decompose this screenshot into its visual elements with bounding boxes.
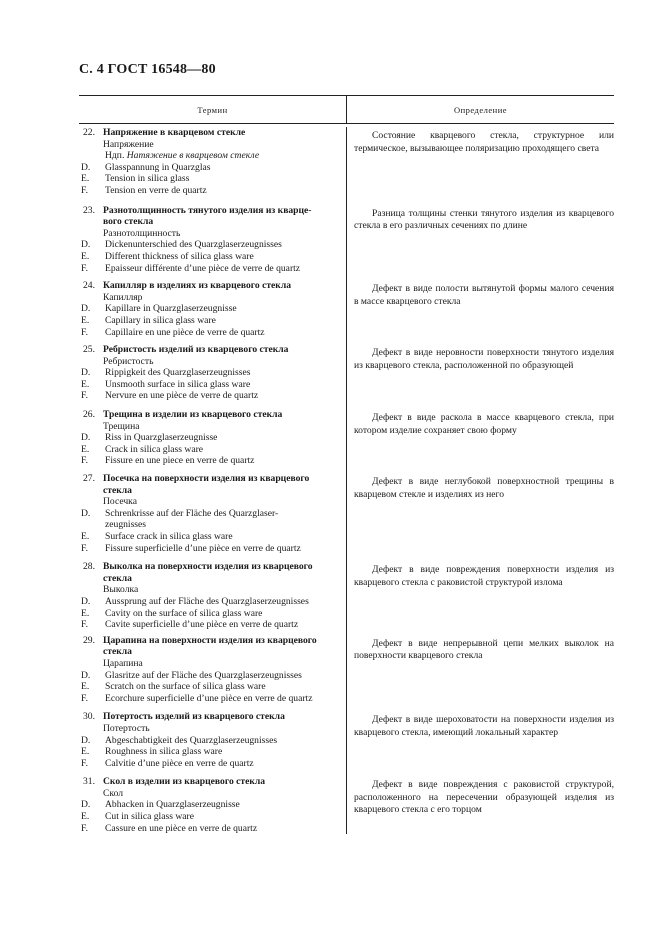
lang-label: D. (81, 303, 91, 315)
definition-cell (346, 409, 614, 467)
term-entry (79, 127, 614, 197)
term-title-line (79, 205, 338, 217)
table-header (79, 95, 614, 124)
definition-text: Дефект в виде неглубокой поверхностной трещины в кварцевом стекле и изделиях из него (354, 476, 614, 500)
lang-label: F. (81, 542, 88, 554)
term-title: Трещина в изделии из кварцевого стекла (103, 409, 283, 421)
lang-label: D. (81, 734, 91, 746)
term-title-line (79, 216, 338, 228)
column-header-definition: Определение (453, 104, 508, 115)
term-entry (79, 561, 614, 631)
ndp-prefix: Ндп. (105, 150, 127, 162)
term-short-form: Выколка (103, 584, 139, 596)
page-header: С. 4 ГОСТ 16548—80 (79, 62, 216, 77)
term-title: Царапина на поверхности изделия из кварцевого (103, 634, 317, 646)
lang-text: Abhacken in Quarzglaserzeugnisse (105, 799, 240, 811)
lang-label: D. (81, 239, 91, 251)
lang-text: Cavity on the surface of silica glass ware (105, 607, 263, 619)
term-title-line (79, 711, 338, 723)
term-short-form: Царапина (103, 657, 143, 669)
term-title-line (79, 573, 338, 585)
term-title: Посечка на поверхности изделия из кварцевого (103, 473, 310, 485)
lang-text: Fissure superficielle d’une pièce en verre de quartz (105, 542, 301, 554)
term-title: стекла (103, 646, 132, 658)
definition-cell (346, 561, 614, 631)
term-entry (79, 205, 614, 275)
term-german (79, 519, 338, 531)
term-number: 27. (83, 473, 95, 485)
lang-label: E. (81, 378, 90, 390)
lang-label: D. (81, 367, 91, 379)
lang-label: F. (81, 390, 88, 402)
table-body (79, 127, 614, 834)
term-short-form: Разнотолщинность (103, 227, 181, 239)
lang-label: F. (81, 262, 88, 274)
term-german (79, 162, 338, 174)
term-title-line (79, 280, 338, 292)
lang-label: D. (81, 507, 91, 519)
term-title: Выколка на поверхности изделия из кварцевого (103, 561, 313, 573)
lang-label: E. (81, 811, 90, 823)
term-french (79, 693, 338, 705)
term-english (79, 811, 338, 823)
column-header-term: Термин (79, 96, 347, 123)
definition-cell (346, 127, 614, 197)
lang-text: Roughness in silica glass ware (105, 746, 223, 758)
term-title-line (79, 646, 338, 658)
term-english (79, 251, 338, 263)
definition-cell (346, 205, 614, 275)
term-cell (79, 205, 346, 275)
lang-label: E. (81, 443, 90, 455)
term-short-form: Капилляр (103, 291, 143, 303)
lang-text: Fissure en une piece en verre de quartz (105, 455, 255, 467)
term-cell (79, 127, 346, 197)
lang-text: Nervure en une pièce de verre de quartz (105, 390, 259, 402)
lang-text: Glasritze auf der Fläche des Quarzglaserzeugnisses (105, 669, 302, 681)
term-number: 25. (83, 344, 95, 356)
term-french (79, 758, 338, 770)
term-number: 22. (83, 127, 95, 138)
term-number: 30. (83, 711, 95, 723)
lang-label: E. (81, 314, 90, 326)
definition-cell (346, 344, 614, 402)
term-title-line (79, 635, 338, 647)
lang-text: Cavite superficielle d’une pièce en verre de quartz (105, 619, 299, 631)
term-german (79, 799, 338, 811)
lang-label: F. (81, 455, 88, 467)
term-cell (79, 280, 346, 338)
lang-text: Tension in silica glass (105, 173, 190, 185)
term-title-line (79, 776, 338, 788)
term-title: Потертость изделий из кварцевого стекла (103, 711, 285, 723)
definition-text: Дефект в виде неровности поверхности тянутого изделия из кварцевого стекла, расположенной по образующей (354, 347, 614, 371)
lang-label: F. (81, 822, 88, 834)
lang-text: Ecorchure superficielle d’une pièce en verre de quartz (105, 692, 313, 704)
term-french (79, 390, 338, 402)
lang-text: Cut in silica glass ware (105, 811, 194, 823)
lang-label: D. (81, 595, 91, 607)
lang-text: Cassure en une pièce en verre de quartz (105, 822, 258, 834)
lang-text: Crack in silica glass ware (105, 443, 204, 455)
lang-label: D. (81, 432, 91, 444)
definition-text: Дефект в виде раскола в массе кварцевого стекла, при котором изделие сохраняет свою форму (354, 412, 614, 436)
lang-text: Aussprung auf der Fläche des Quarzglaserzeugnisses (105, 595, 309, 607)
term-french (79, 185, 338, 197)
lang-text: Unsmooth surface in silica glass ware (105, 378, 251, 390)
term-entry (79, 473, 614, 554)
term-cell (79, 776, 346, 834)
term-english (79, 531, 338, 543)
term-cell (79, 344, 346, 402)
lang-label: F. (81, 692, 88, 704)
term-german (79, 239, 338, 251)
lang-text: Scratch on the surface of silica glass ware (105, 681, 266, 693)
term-german (79, 432, 338, 444)
term-cell (79, 561, 346, 631)
term-short-form: Потертость (103, 722, 150, 734)
lang-text: Tension en verre de quartz (105, 184, 207, 196)
term-title-line (79, 485, 338, 497)
term-entry (79, 711, 614, 769)
lang-label: F. (81, 757, 88, 769)
term-number: 28. (83, 561, 95, 573)
term-english (79, 681, 338, 693)
lang-text: Epaisseur différente d’une pièce de verre de quartz (105, 262, 301, 274)
term-english (79, 315, 338, 327)
lang-label: F. (81, 326, 88, 338)
term-title-line (79, 344, 338, 356)
term-french (79, 455, 338, 467)
lang-text: Riss in Quarzglaserzeugnisse (105, 432, 218, 444)
term-french (79, 543, 338, 555)
term-german (79, 670, 338, 682)
term-french (79, 327, 338, 339)
lang-text: zeugnisses (105, 519, 147, 531)
definition-cell (346, 776, 614, 834)
lang-label: D. (81, 799, 91, 811)
definition-text: Дефект в виде шероховатости на поверхности изделия из кварцевого стекла, имеющий локальный характер (354, 714, 614, 738)
definition-cell (346, 280, 614, 338)
definition-cell (346, 711, 614, 769)
definition-cell (346, 473, 614, 554)
term-number: 31. (83, 776, 95, 788)
term-number: 26. (83, 409, 95, 421)
lang-label: E. (81, 746, 90, 758)
lang-text: Surface crack in silica glass ware (105, 531, 233, 542)
lang-label: E. (81, 531, 90, 542)
lang-text: Schrenkrisse auf der Fläche des Quarzglaser- (105, 507, 279, 519)
definition-text: Дефект в виде непрерывной цепи мелких выколок на поверхности кварцевого стекла (354, 637, 614, 662)
term-english (79, 444, 338, 456)
term-number-spacer (79, 573, 103, 585)
term-french (79, 619, 338, 631)
term-number-spacer (79, 216, 103, 228)
lang-label (79, 519, 105, 531)
lang-text: Different thickness of silica glass ware (105, 250, 254, 262)
lang-label: E. (81, 173, 90, 185)
lang-text: Capillaire en une pièce de verre de quartz (105, 326, 265, 338)
term-cell (79, 473, 346, 554)
term-english (79, 608, 338, 620)
lang-label: F. (81, 619, 88, 631)
lang-text: Capillary in silica glass ware (105, 314, 216, 326)
lang-label: F. (81, 184, 88, 196)
term-number: 23. (83, 204, 95, 216)
term-number-spacer (79, 646, 103, 658)
lang-text: Kapillare in Quarzglaserzeugnisse (105, 303, 237, 315)
term-title: вого стекла (103, 216, 154, 228)
term-title: стекла (103, 572, 132, 584)
term-cell (79, 635, 346, 705)
lang-label: E. (81, 250, 90, 262)
term-short-form: Трещина (103, 420, 140, 432)
term-number-spacer (79, 485, 103, 497)
term-english (79, 379, 338, 391)
definition-text: Дефект в виде повреждения поверхности изделия из кварцевого стекла с раковистой структурой излома (354, 564, 614, 588)
term-number: 24. (83, 280, 95, 292)
term-short-form: Ребристость (103, 355, 154, 367)
lang-text: Dickenunterschied des Quarzglaserzeugnisses (105, 239, 282, 251)
lang-label: D. (81, 161, 91, 173)
term-entry (79, 635, 614, 705)
term-title: Разнотолщинность тянутого изделия из кварце- (103, 204, 312, 216)
definition-text: Состояние кварцевого стекла, структурное или термическое, вызывающее поляризацию проходящего света (354, 130, 614, 154)
term-short-form: Напряжение (103, 138, 154, 150)
term-entry (79, 280, 614, 338)
term-german (79, 596, 338, 608)
term-cell (79, 711, 346, 769)
term-ndp (79, 150, 338, 162)
lang-text: Calvitie d’une pièce en verre de quartz (105, 757, 254, 769)
term-german (79, 303, 338, 315)
lang-label: D. (81, 669, 91, 681)
lang-text: Glasspannung in Quarzglas (105, 161, 211, 173)
term-title-line (79, 561, 338, 573)
term-german (79, 735, 338, 747)
term-german (79, 508, 338, 520)
term-entry (79, 344, 614, 402)
term-english (79, 746, 338, 758)
term-title: стекла (103, 484, 132, 496)
term-title-line (79, 409, 338, 421)
definition-text: Дефект в виде полости вытянутой формы малого сечения в массе кварцевого стекла (354, 283, 614, 307)
term-cell (79, 409, 346, 467)
lang-label: E. (81, 681, 90, 693)
term-german (79, 367, 338, 379)
term-title: Напряжение в кварцевом стекле (103, 127, 246, 138)
term-number: 29. (83, 634, 95, 646)
lang-label: E. (81, 607, 90, 619)
term-english (79, 173, 338, 185)
ndp-text: Натяжение в кварцевом стекле (126, 150, 260, 162)
term-french (79, 263, 338, 275)
term-title: Капилляр в изделиях из кварцевого стекла (103, 280, 292, 292)
term-entry (79, 409, 614, 467)
term-title: Скол в изделии из кварцевого стекла (103, 776, 266, 788)
terms-table (79, 95, 614, 834)
lang-text: Abgeschabtigkeit des Quarzglaserzeugnisses (105, 734, 278, 746)
term-short-form: Посечка (103, 496, 137, 508)
term-entry (79, 776, 614, 834)
term-french (79, 823, 338, 835)
definition-text: Разница толщины стенки тянутого изделия из кварцевого стекла в его различных сечениях по длине (354, 207, 614, 232)
term-title: Ребристость изделий из кварцевого стекла (103, 344, 289, 356)
term-title-line (79, 473, 338, 485)
term-title-line (79, 127, 338, 139)
term-short-form: Скол (103, 787, 124, 799)
lang-text: Rippigkeit des Quarzglaserzeugnisses (105, 367, 251, 379)
definition-cell (346, 635, 614, 705)
definition-text: Дефект в виде повреждения с раковистой структурой, расположенного на пересечении образующей изделия из кварцевого стекла с его торцом (354, 779, 614, 816)
